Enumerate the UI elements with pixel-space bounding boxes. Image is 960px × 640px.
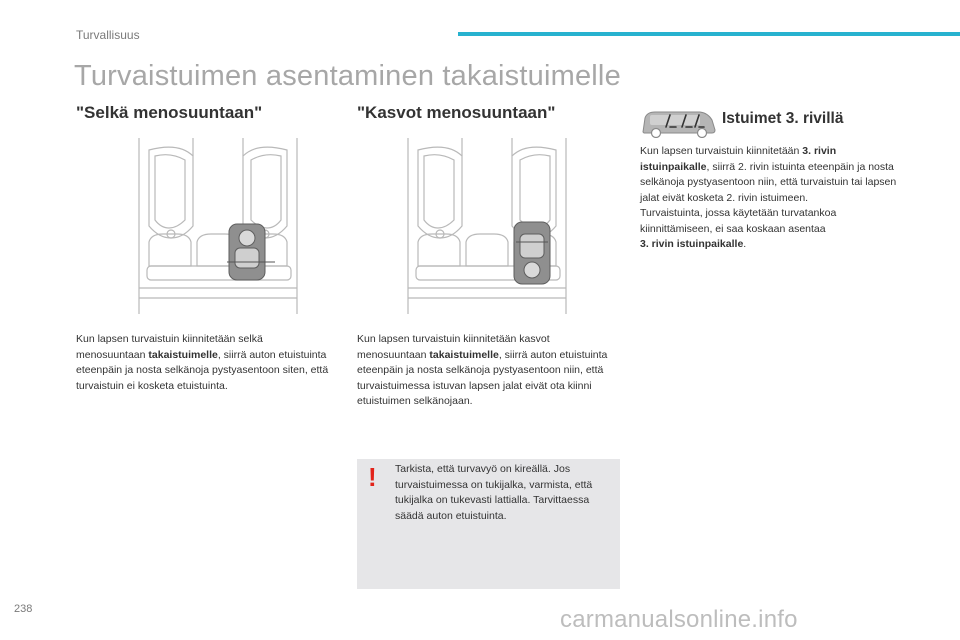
watermark: carmanualsonline.info — [560, 606, 798, 633]
page-title: Turvaistuimen asentaminen takaistuimelle — [74, 60, 621, 92]
section-label: Turvallisuus — [76, 28, 140, 42]
child-seat-rear-facing — [227, 224, 275, 280]
forward-facing-heading: "Kasvot menosuuntaan" — [357, 103, 556, 122]
car-third-row-icon — [640, 108, 718, 138]
third-row-text: Kun lapsen turvaistuin kiinnitetään 3. rivin istuinpaikalle, siirrä 2. rivin istuinta eteenpäin ja nosta selkänoja pystyasentoon niin, että turvaistuin tai lapsen jalat eivät kosketa 2. rivin istuimeen. Turvaistuinta, jossa käytetään turvatankoa kiinnittämiseen, ei saa koskaan asentaa 3. rivin istuinpaikalle. — [640, 145, 897, 250]
third-row-heading: Istuimet 3. rivillä — [722, 110, 844, 127]
rear-facing-seat-diagram — [135, 138, 301, 314]
forward-facing-seat-diagram — [404, 138, 570, 314]
page-number: 238 — [14, 603, 33, 615]
rear-facing-heading: "Selkä menosuuntaan" — [76, 103, 263, 122]
warning-icon: ! — [368, 462, 377, 492]
child-seat-forward-facing — [514, 222, 550, 284]
warning-text: Tarkista, että turvavyö on kireällä. Jos turvaistuimessa on tukijalka, varmista, että tukijalka on tukevasti lattialla. Tarvittaessa säädä auton etuistuinta. — [395, 463, 593, 522]
forward-facing-text: Kun lapsen turvaistuin kiinnitetään kasvot menosuuntaan takaistuimelle, siirrä auton etuistuinta eteenpäin ja nosta selkänoja pystyasentoon niin, että turvaistuimessa istuvan lapsen jalat eivät ota kiinni etuistuimen selkänojaan. — [357, 333, 608, 407]
header-accent-line — [458, 32, 960, 36]
rear-facing-text: Kun lapsen turvaistuin kiinnitetään selkä menosuuntaan takaistuimelle, siirrä auton etuistuinta eteenpäin ja nosta selkänoja pystyasentoon siten, että turvaistuin ei kosketa etuistuinta. — [76, 333, 329, 392]
